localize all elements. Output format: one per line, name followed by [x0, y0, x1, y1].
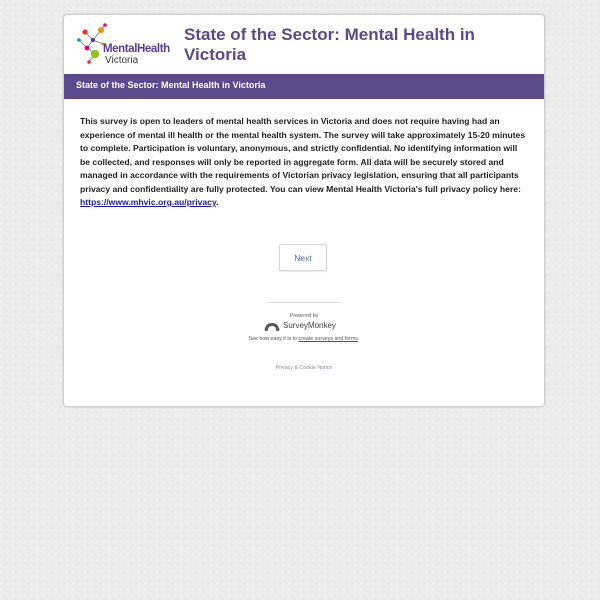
logo-word-mental: Mental: [103, 43, 138, 55]
page-title: State of the Sector: Mental Health in Victoria: [184, 25, 475, 64]
organization-logo: [75, 22, 179, 70]
create-surveys-link[interactable]: create surveys and forms: [298, 336, 359, 342]
survey-card: [63, 14, 545, 407]
logo-wordmark: [103, 43, 170, 55]
logo-word-health: Health: [137, 43, 170, 55]
surveymonkey-brand-link[interactable]: [264, 321, 344, 333]
logo-word-victoria: Victoria: [105, 55, 139, 66]
privacy-policy-link[interactable]: https://www.mhvic.org.au/privacy: [80, 197, 217, 207]
intro-text: [80, 115, 526, 210]
create-surveys-text: [64, 336, 544, 342]
survey-title-bar: [64, 74, 544, 99]
surveymonkey-icon: [264, 322, 280, 331]
powered-by-label: Powered by: [289, 313, 319, 319]
footer-divider: [267, 302, 341, 303]
intro-body: This survey is open to leaders of mental health services in Victoria and does not require having had an experience of mental ill health or the mental health system. The survey will take approximately 15-20 minutes to complete. Participation is voluntary, anonymous, and strictly confidential. No identifying information will be collected, and responses will only be reported in aggregate form. All data will be securely stored and managed in accordance with the requirements of Victorian privacy legislation, ensuring that all participants privacy and confidentiality are fully protected. You can view Mental Health Victoria's full privacy policy here:: [80, 116, 526, 194]
privacy-cookie-notice-link[interactable]: Privacy & Cookie Notice: [275, 365, 333, 371]
survey-header: [64, 15, 544, 74]
next-button[interactable]: Next: [279, 244, 327, 271]
intro-trailing: .: [216, 197, 219, 207]
surveymonkey-brand-text: SurveyMonkey: [283, 321, 336, 330]
easy-text: See how easy it is to: [248, 336, 299, 342]
easy-trailing: .: [358, 336, 360, 342]
survey-title-bar-text: State of the Sector: Mental Health in Victoria: [76, 80, 266, 90]
